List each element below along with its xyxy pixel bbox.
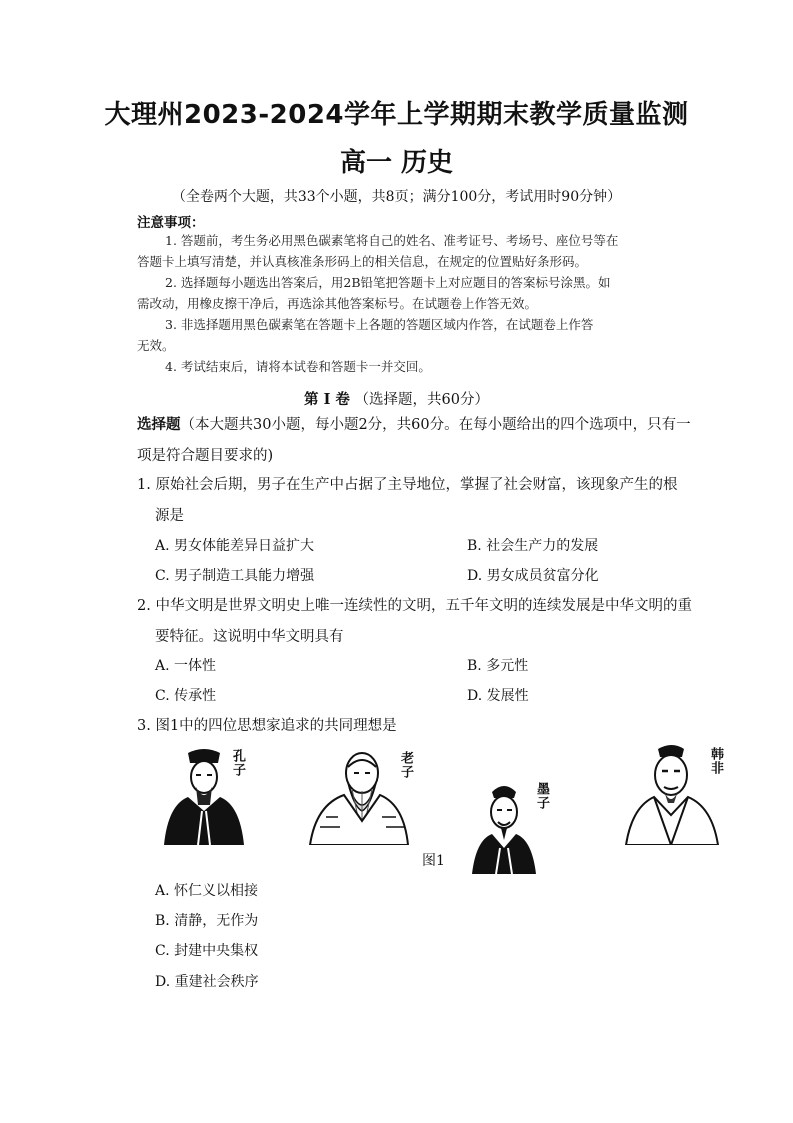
section-instruction: [137, 413, 691, 434]
exam-info: （全卷两个大题，共33个小题，共8页；满分100分，考试用时90分钟）: [171, 189, 622, 205]
question-3-option-c: C. 封建中央集权: [155, 943, 259, 959]
notice-item-3b: 无效。: [137, 338, 175, 353]
page-title: 大理州2023-2024学年上学期期末教学质量监测: [104, 100, 689, 130]
question-2-option-a: A. 一体性: [155, 658, 217, 674]
question-1-option-b: B. 社会生产力的发展: [467, 538, 599, 554]
question-1-option-d: D. 男女成员贫富分化: [467, 568, 599, 584]
notice-item-1b: 答题卡上填写清楚，并认真核准条形码上的相关信息，在规定的位置贴好条形码。: [137, 254, 588, 269]
notice-heading: 注意事项：: [137, 215, 205, 231]
question-2-option-c: C. 传承性: [155, 688, 217, 704]
portrait-label-laozi: 老子: [398, 751, 413, 779]
portrait-confucius: [158, 745, 250, 845]
question-1-stem: 1. 原始社会后期，男子在生产中占据了主导地位，掌握了社会财富，该现象产生的根: [137, 477, 678, 493]
question-2-option-d: D. 发展性: [467, 688, 529, 704]
notice-item-2a: 2. 选择题每小题选出答案后，用2B铅笔把答题卡上对应题目的答案标号涂黑。如: [165, 275, 611, 290]
figure-caption: 图1: [422, 853, 445, 869]
notice-item-1a: 1. 答题前，考生务必用黑色碳素笔将自己的姓名、准考证号、考场号、座位号等在: [165, 233, 619, 248]
portrait-label-mozi: 墨子: [534, 782, 549, 810]
section-instruction-cont: 项是符合题目要求的): [137, 448, 274, 464]
question-3-stem: 3. 图1中的四位思想家追求的共同理想是: [137, 718, 397, 734]
question-1-stem-cont: 源是: [155, 508, 184, 524]
section-instruction-text: （本大题共30小题，每小题2分，共60分。在每小题给出的四个选项中，只有一: [180, 417, 691, 433]
portrait-mozi: [470, 778, 552, 874]
question-3-option-b: B. 清静，无作为: [155, 913, 259, 929]
section-title: [0, 388, 793, 409]
portrait-hanfei: [622, 741, 726, 845]
notice-item-3a: 3. 非选择题用黑色碳素笔在答题卡上各题的答题区域内作答，在试题卷上作答: [165, 317, 594, 332]
section-instruction-label: 选择题: [137, 416, 181, 433]
question-2-stem: 2. 中华文明是世界文明史上唯一连续性的文明，五千年文明的连续发展是中华文明的重: [137, 598, 692, 614]
question-2-stem-cont: 要特征。这说明中华文明具有: [155, 629, 344, 645]
question-3-option-a: A. 怀仁义以相接: [155, 883, 259, 899]
portrait-laozi: [302, 747, 414, 845]
question-1-option-a: A. 男女体能差异日益扩大: [155, 538, 315, 554]
section-title-note: （选择题，共60分）: [354, 392, 489, 408]
question-3-option-d: D. 重建社会秩序: [155, 974, 259, 990]
portrait-label-hanfei: 韩非: [708, 747, 723, 775]
question-2-option-b: B. 多元性: [467, 658, 529, 674]
page-subtitle: 高一 历史: [339, 148, 454, 178]
section-title-main: 第 I 卷: [304, 391, 350, 408]
notice-item-2b: 需改动，用橡皮擦干净后，再选涂其他答案标号。在试题卷上作答无效。: [137, 296, 538, 311]
question-1-option-c: C. 男子制造工具能力增强: [155, 568, 315, 584]
portrait-label-confucius: 孔子: [230, 749, 245, 777]
notice-item-4: 4. 考试结束后，请将本试卷和答题卡一并交回。: [165, 359, 431, 374]
